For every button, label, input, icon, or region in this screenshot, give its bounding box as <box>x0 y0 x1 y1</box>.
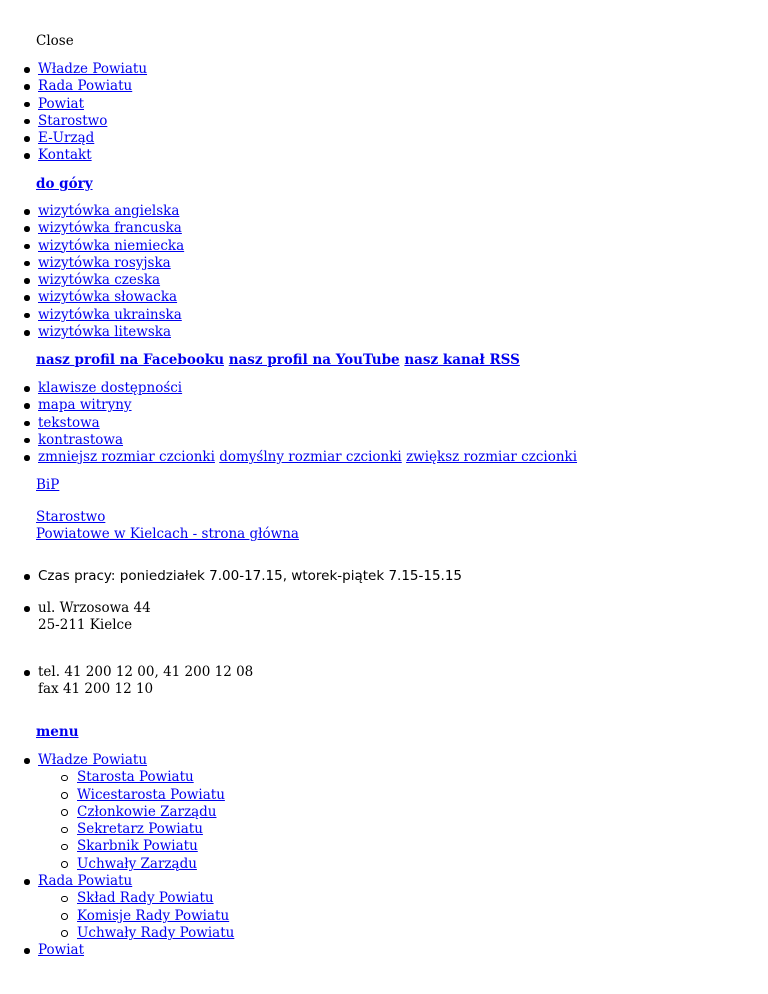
submenu-link-starosta[interactable]: Starosta Powiatu <box>77 769 194 786</box>
top-nav-link-rada[interactable]: Rada Powiatu <box>38 78 133 95</box>
menu-item-rada <box>0 873 234 890</box>
accessibility-list <box>0 380 577 466</box>
submenu-item <box>0 925 234 942</box>
submenu-link-wicestarosta[interactable]: Wicestarosta Powiatu <box>77 786 225 803</box>
top-nav <box>0 61 147 165</box>
list-item <box>0 415 577 432</box>
list-item <box>0 397 577 414</box>
submenu-link-sklad-rady[interactable]: Skład Rady Powiatu <box>77 890 214 907</box>
submenu-item <box>0 821 234 838</box>
home-link-line2[interactable]: Powiatowe w Kielcach - strona główna <box>36 526 299 543</box>
list-item <box>0 324 184 341</box>
submenu-item <box>0 856 234 873</box>
to-top-heading <box>36 176 93 193</box>
close-button[interactable]: Close <box>36 33 74 49</box>
font-larger-link[interactable]: zwiększ rozmiar czcionki <box>406 449 578 466</box>
facebook-link[interactable]: nasz profil na Facebooku <box>36 352 225 368</box>
accessibility-keys-link[interactable]: klawisze dostępności <box>38 380 183 396</box>
submenu-link-uchwaly-zarzadu[interactable]: Uchwały Zarządu <box>77 855 197 872</box>
home-block <box>36 509 299 544</box>
submenu-link-sekretarz[interactable]: Sekretarz Powiatu <box>77 821 203 838</box>
list-item <box>0 220 184 237</box>
font-smaller-link[interactable]: zmniejsz rozmiar czcionki <box>38 449 215 466</box>
address <box>0 600 151 635</box>
list-item <box>0 289 184 306</box>
submenu-item <box>0 769 234 786</box>
rss-link[interactable]: nasz kanał RSS <box>404 352 520 368</box>
submenu-item <box>0 890 234 907</box>
business-card-russian-link[interactable]: wizytówka rosyjska <box>38 254 171 271</box>
text-version-link[interactable]: tekstowa <box>38 414 100 431</box>
submenu-item <box>0 838 234 855</box>
top-nav-item-wladze <box>0 61 147 78</box>
submenu-item <box>0 908 234 925</box>
social-links <box>36 352 520 369</box>
address-info <box>0 600 151 635</box>
menu-item-wladze <box>0 752 234 769</box>
menu-link-rada[interactable]: Rada Powiatu <box>38 873 133 890</box>
list-item <box>0 307 184 324</box>
list-item <box>0 380 577 397</box>
list-item <box>0 272 184 289</box>
menu-link[interactable]: menu <box>36 724 79 740</box>
list-item <box>0 238 184 255</box>
business-card-french-link[interactable]: wizytówka francuska <box>38 220 182 237</box>
home-link-line1[interactable]: Starostwo <box>36 509 106 525</box>
menu-link-wladze[interactable]: Władze Powiatu <box>38 752 148 768</box>
submenu-link-komisje[interactable]: Komisje Rady Powiatu <box>77 907 230 924</box>
submenu-link-czlonkowie[interactable]: Członkowie Zarządu <box>77 803 217 820</box>
top-nav-item-eurzad <box>0 130 147 147</box>
list-item <box>0 255 184 272</box>
bip-link[interactable]: BiP <box>36 477 60 493</box>
business-card-slovak-link[interactable]: wizytówka słowacka <box>38 289 178 306</box>
top-nav-link-wladze[interactable]: Władze Powiatu <box>38 61 148 77</box>
bip-block <box>36 477 59 494</box>
top-nav-link-eurzad[interactable]: E-Urząd <box>38 130 95 147</box>
top-nav-link-kontakt[interactable]: Kontakt <box>38 147 92 164</box>
top-nav-link-powiat[interactable]: Powiat <box>38 95 85 112</box>
menu-link-powiat[interactable]: Powiat <box>38 942 85 959</box>
business-card-german-link[interactable]: wizytówka niemiecka <box>38 237 185 254</box>
top-nav-item-powiat <box>0 96 147 113</box>
work-hours: Czas pracy: poniedziałek 7.00-17.15, wtorek-piątek 7.15-15.15 <box>0 568 462 585</box>
top-nav-item-rada <box>0 78 147 95</box>
business-card-english-link[interactable]: wizytówka angielska <box>38 203 180 219</box>
main-menu <box>0 752 234 960</box>
business-card-lithuanian-link[interactable]: wizytówka litewska <box>38 324 172 341</box>
font-default-link[interactable]: domyślny rozmiar czcionki <box>219 449 402 466</box>
business-cards-list <box>0 203 184 341</box>
business-card-czech-link[interactable]: wizytówka czeska <box>38 272 161 289</box>
fax-number: fax 41 200 12 10 <box>38 681 154 698</box>
sitemap-link[interactable]: mapa witryny <box>38 397 132 414</box>
submenu-link-skarbnik[interactable]: Skarbnik Powiatu <box>77 838 198 855</box>
list-item <box>0 449 577 466</box>
submenu-link-uchwaly-rady[interactable]: Uchwały Rady Powiatu <box>77 924 235 941</box>
top-nav-item-starostwo <box>0 113 147 130</box>
address-city: 25-211 Kielce <box>38 617 133 634</box>
list-item <box>0 432 577 449</box>
top-nav-item-kontakt <box>0 147 147 164</box>
submenu-item <box>0 787 234 804</box>
top-nav-link-starostwo[interactable]: Starostwo <box>38 112 108 129</box>
submenu-item <box>0 804 234 821</box>
youtube-link[interactable]: nasz profil na YouTube <box>228 352 400 368</box>
menu-heading <box>36 724 79 741</box>
list-item <box>0 203 184 220</box>
contact-info <box>0 568 462 585</box>
phone <box>0 664 253 699</box>
phone-info <box>0 664 253 699</box>
contrast-version-link[interactable]: kontrastowa <box>38 431 124 448</box>
phone-number: tel. 41 200 12 00, 41 200 12 08 <box>38 664 254 680</box>
business-card-ukrainian-link[interactable]: wizytówka ukrainska <box>38 306 182 323</box>
address-street: ul. Wrzosowa 44 <box>38 600 151 616</box>
to-top-link[interactable]: do góry <box>36 176 93 192</box>
menu-item-powiat <box>0 942 234 959</box>
